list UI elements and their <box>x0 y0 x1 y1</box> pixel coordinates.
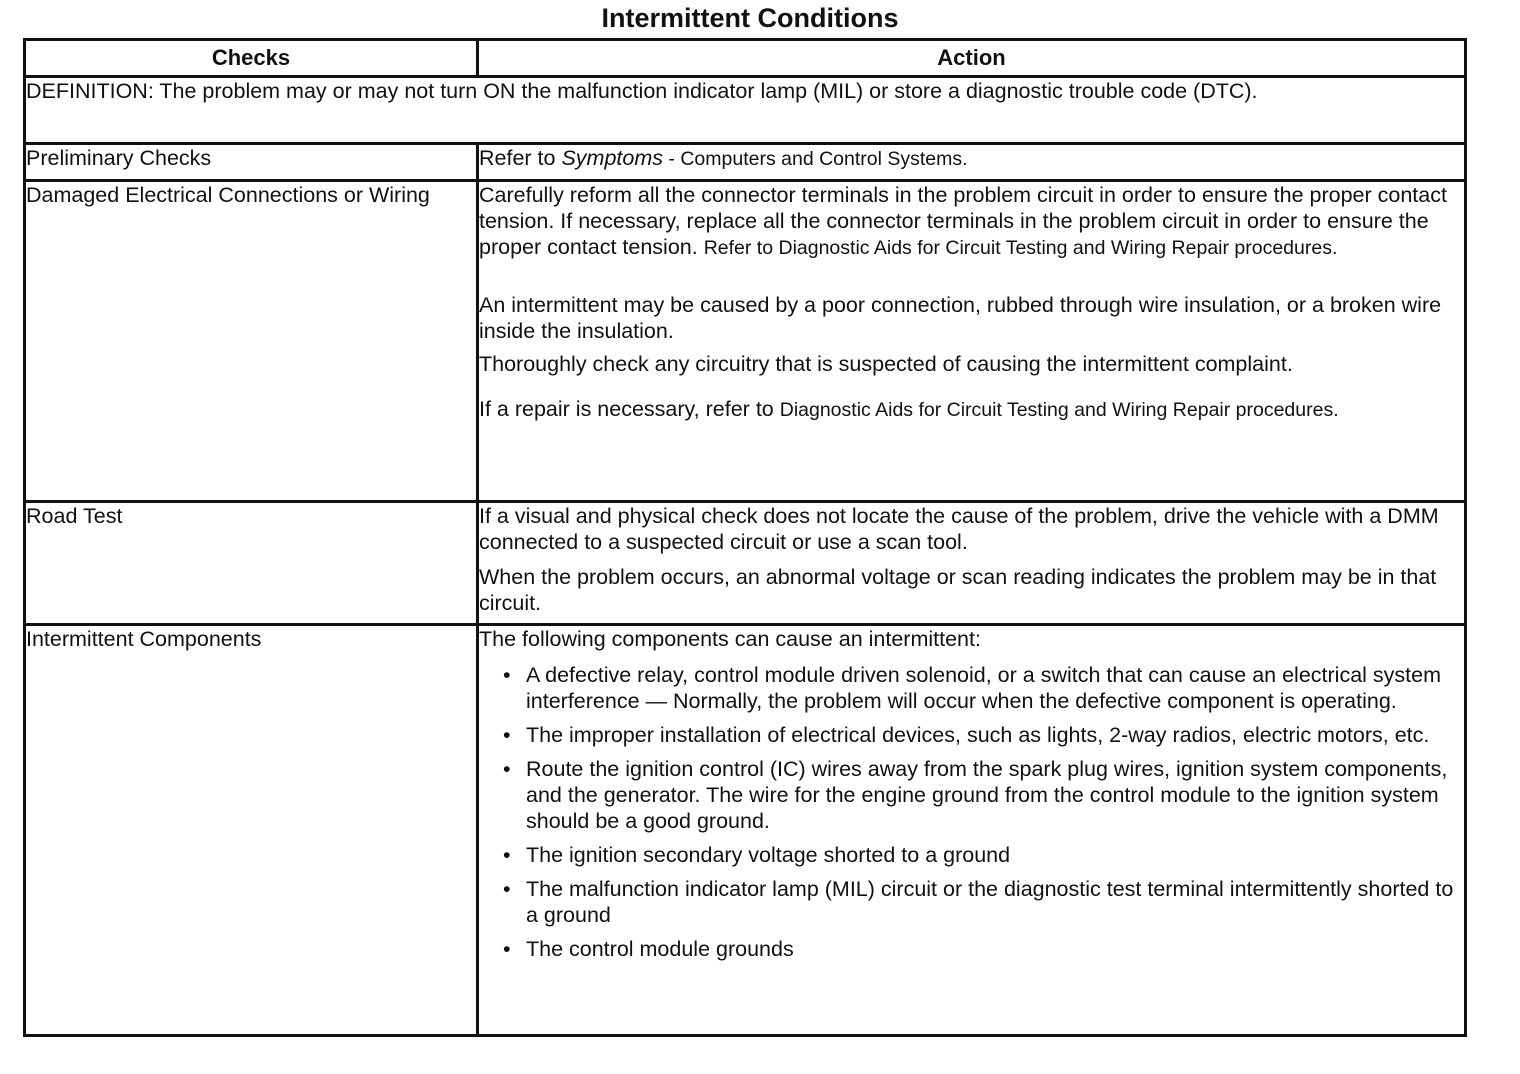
component-list <box>479 662 1464 962</box>
paragraph: Diagnostic Aids for Circuit Testing and Wiring Repair procedures. <box>779 399 1339 421</box>
bullet-icon: • <box>503 937 511 961</box>
document-title: Intermittent Conditions <box>601 3 899 33</box>
definition-row <box>25 77 1466 144</box>
action-prefix: Refer to <box>479 146 562 170</box>
table-row <box>25 502 1466 625</box>
table-row <box>25 181 1466 502</box>
action-intermittent-components <box>478 625 1466 1036</box>
checks-column-header: Checks <box>25 40 478 77</box>
check-road-test: Road Test <box>25 502 478 625</box>
list-item: • A defective relay, control module driven solenoid, or a switch that can cause an electrical system interference — Normally, the problem will occur when the defective component is operating. <box>503 663 1441 713</box>
check-preliminary-checks: Preliminary Checks <box>25 144 478 181</box>
bullet-icon: • <box>503 877 511 901</box>
paragraph: Carefully reform all the connector terminals in the problem circuit in order to ensure the proper contact tension. If necessary, replace all the connector terminals in the problem circuit in order to ensure the proper contact tension. <box>479 183 1447 259</box>
action-suffix: - Computers and Control Systems. <box>663 148 968 170</box>
paragraph: If a visual and physical check does not locate the cause of the problem, drive the vehicle with a DMM connected to a suspected circuit or use a scan tool. <box>479 504 1439 554</box>
paragraph: If a repair is necessary, refer to <box>479 397 774 421</box>
header-row <box>25 40 1466 77</box>
bullet-icon: • <box>503 723 511 747</box>
action-preliminary-checks <box>478 144 1466 181</box>
paragraph: Thoroughly check any circuitry that is suspected of causing the intermittent complaint. <box>479 352 1293 376</box>
bullet-icon: • <box>503 757 511 781</box>
bullet-icon: • <box>503 663 511 687</box>
paragraph: When the problem occurs, an abnormal voltage or scan reading indicates the problem may be in that circuit. <box>479 565 1437 615</box>
definition-text: DEFINITION: The problem may or may not turn ON the malfunction indicator lamp (MIL) or store a diagnostic trouble code (DTC). <box>25 77 1466 144</box>
list-item: • The improper installation of electrical devices, such as lights, 2-way radios, electric motors, etc. <box>503 723 1430 747</box>
list-item: • The ignition secondary voltage shorted to a ground <box>503 843 1011 867</box>
action-column-header: Action <box>478 40 1466 77</box>
bullet-icon: • <box>503 843 511 867</box>
list-item: • The malfunction indicator lamp (MIL) circuit or the diagnostic test terminal intermittently shorted to a ground <box>503 877 1454 927</box>
action-road-test <box>478 502 1466 625</box>
intro-text: The following components can cause an intermittent: <box>479 627 981 651</box>
intermittent-conditions-table <box>23 38 1467 1037</box>
list-item: • Route the ignition control (IC) wires away from the spark plug wires, ignition system components, and the generator. The wire for the engine ground from the control module to the ignition system should be a good ground. <box>503 757 1448 833</box>
table-row <box>25 144 1466 181</box>
action-damaged-connections <box>478 181 1466 502</box>
table-row <box>25 625 1466 1036</box>
check-intermittent-components: Intermittent Components <box>25 625 478 1036</box>
paragraph: Refer to Diagnostic Aids for Circuit Testing and Wiring Repair procedures. <box>703 237 1338 259</box>
symptoms-reference: Symptoms <box>561 146 664 170</box>
paragraph: An intermittent may be caused by a poor connection, rubbed through wire insulation, or a broken wire inside the insulation. <box>479 293 1442 343</box>
list-item: • The control module grounds <box>503 937 794 961</box>
check-damaged-connections: Damaged Electrical Connections or Wiring <box>25 181 478 502</box>
